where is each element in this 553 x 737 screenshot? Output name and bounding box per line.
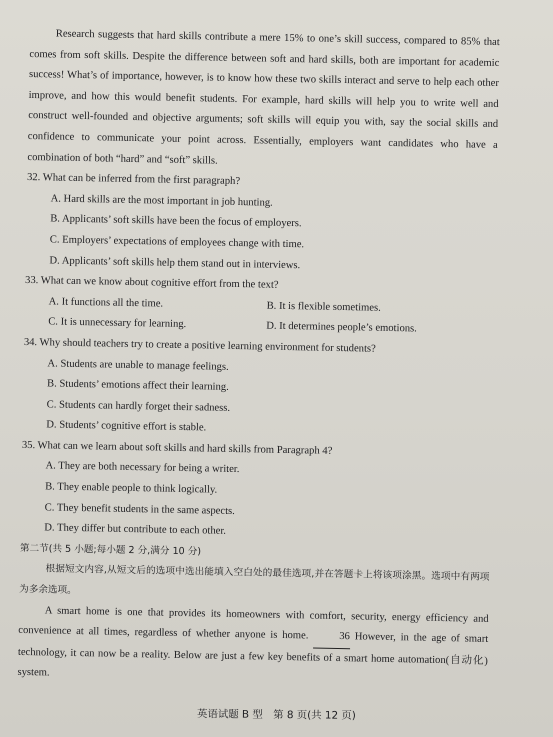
option-a: A. Hard skills are the most important in job hunting. xyxy=(50,193,273,209)
question-33 xyxy=(24,271,495,342)
option-b: B. They enable people to think logically. xyxy=(45,481,218,496)
blank-36: 36 xyxy=(313,627,350,649)
section-heading: 第二节(共 5 小题;每小题 2 分,满分 10 分) xyxy=(19,542,202,558)
option-c: C. They benefit students in the same aspects. xyxy=(44,502,235,517)
question-34 xyxy=(22,333,494,445)
page-footer: 英语试题 B 型 第 8 页(共 12 页) xyxy=(197,708,356,722)
option-d: D. It determines people’s emotions. xyxy=(266,320,417,335)
option-a: A. It functions all the time. xyxy=(48,296,164,310)
option-d: D. Students’ cognitive effort is stable. xyxy=(46,419,207,434)
option-a: A. They are both necessary for being a writer. xyxy=(45,460,240,476)
option-b: B. It is flexible sometimes. xyxy=(266,300,381,314)
passage-text: A smart home is one that provides its homeowners with comfort, security, energy efficiency and convenience at all times, regardless of whether anyone is home. xyxy=(18,605,489,642)
option-b: B. Applicants’ soft skills have been the focus of employers. xyxy=(50,213,302,230)
question-stem: 33. What can we know about cognitive effort from the text? xyxy=(24,275,279,291)
question-32 xyxy=(25,168,497,280)
option-b: B. Students’ emotions affect their learning. xyxy=(46,378,229,393)
option-d: D. Applicants’ soft skills help them stand out in interviews. xyxy=(49,254,301,271)
cloze-passage xyxy=(17,601,489,693)
option-c: C. Students can hardly forget their sadness. xyxy=(46,399,231,414)
section-instruction: 根据短文内容,从短文后的选项中选出能填入空白处的最佳选项,并在答题卡上将该项涂黑。选项中有两项为多余选项。 xyxy=(19,563,490,597)
page-content xyxy=(17,24,500,693)
question-stem: 34. Why should teachers try to create a positive learning environment for students? xyxy=(23,336,376,355)
option-a: A. Students are unable to manage feelings. xyxy=(47,357,229,373)
option-c: C. It is unnecessary for learning. xyxy=(48,316,187,331)
reading-paragraph: Research suggests that hard skills contribute a mere 15% to one’s skill success, compared to 85% that comes from soft skills. Despite the difference between soft and hard skills, both are important for academic success! What’s of importance, however, is to know how these two skills interact and serve to help each other improve, and how this would benefit students. For example, hard skills will help you to write well and construct well-founded and objective arguments; soft skills will equip you with, say the social skills and confidence to communicate your point across. Essentially, employers want candidates who have a combination of both “hard” and “soft” skills. xyxy=(27,28,500,167)
passage-text: However, in the age of smart technology, it can now be a reality. Below are just a few key benefits of a smart home automation(自动化) system. xyxy=(17,631,489,679)
option-d: D. They differ but contribute to each other. xyxy=(44,522,227,538)
question-stem: 32. What can be inferred from the first paragraph? xyxy=(26,172,241,188)
question-stem: 35. What can we learn about soft skills and hard skills from Paragraph 4? xyxy=(21,439,333,457)
question-35 xyxy=(20,436,492,548)
option-c: C. Employers’ expectations of employees change with time. xyxy=(49,234,305,251)
